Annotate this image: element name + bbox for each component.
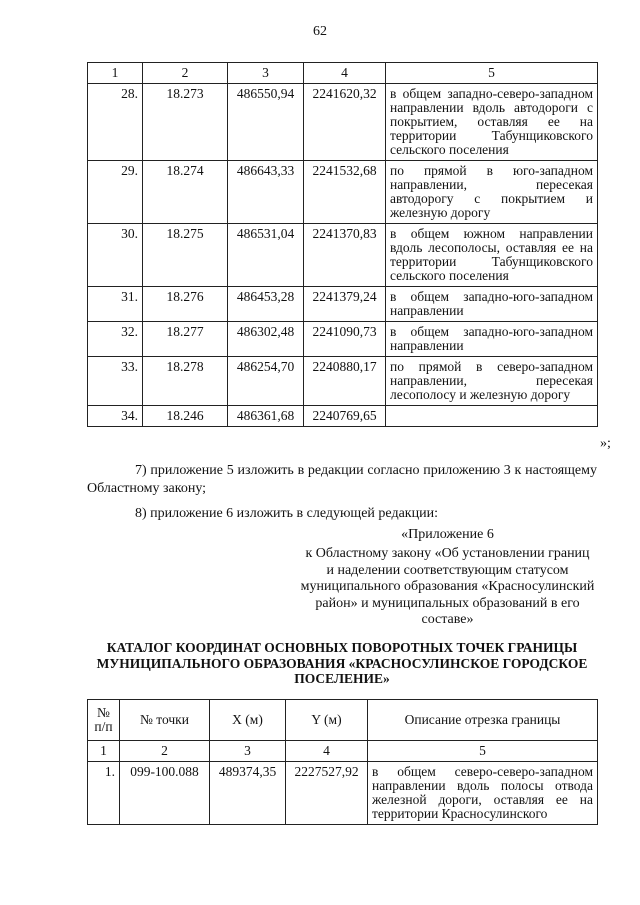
- point-id: 18.276: [143, 287, 228, 322]
- table-row: [88, 224, 598, 287]
- row-number: 29.: [88, 161, 143, 224]
- column-number: 1: [88, 741, 120, 762]
- segment-description: [386, 406, 598, 427]
- table-row: [88, 161, 598, 224]
- column-number: 3: [228, 63, 304, 84]
- x-coordinate: 486254,70: [228, 357, 304, 406]
- table-row: [88, 357, 598, 406]
- y-coordinate: 2240880,17: [304, 357, 386, 406]
- table-row: [88, 322, 598, 357]
- point-id: 18.275: [143, 224, 228, 287]
- segment-description: по прямой в северо-западном направлении, пересекая лесополосу и железную дорогу: [386, 357, 598, 406]
- column-number: 1: [88, 63, 143, 84]
- segment-description: в общем западно-юго-западном направлении: [386, 287, 598, 322]
- table-row: [88, 287, 598, 322]
- closing-quote: »;: [600, 436, 611, 451]
- coordinates-table-continued: [87, 62, 598, 427]
- catalog-title: КАТАЛОГ КООРДИНАТ ОСНОВНЫХ ПОВОРОТНЫХ ТОЧЕК ГРАНИЦЫ МУНИЦИПАЛЬНОГО ОБРАЗОВАНИЯ «КРАСНОСУЛИНСКОЕ ГОРОДСКОЕ ПОСЕЛЕНИЕ»: [96, 640, 588, 686]
- point-id: 18.274: [143, 161, 228, 224]
- point-id: 18.246: [143, 406, 228, 427]
- x-coordinate: 486361,68: [228, 406, 304, 427]
- table-column-numbers-row: [88, 63, 598, 84]
- segment-description: в общем западно-юго-западном направлении: [386, 322, 598, 357]
- x-coordinate: 486302,48: [228, 322, 304, 357]
- row-number: 30.: [88, 224, 143, 287]
- x-coordinate: 486531,04: [228, 224, 304, 287]
- y-coordinate: 2241090,73: [304, 322, 386, 357]
- table-row: [88, 406, 598, 427]
- y-coordinate: 2241620,32: [304, 84, 386, 161]
- point-id: 18.277: [143, 322, 228, 357]
- segment-description: по прямой в юго-западном направлении, пересекая автодорогу с покрытием и железную дорогу: [386, 161, 598, 224]
- column-header: Y (м): [286, 700, 368, 741]
- table-column-numbers-row: [88, 741, 598, 762]
- y-coordinate: 2241379,24: [304, 287, 386, 322]
- segment-description: в общем южном направлении вдоль лесополосы, оставляя ее на территории Табунщиковского сельского поселения: [386, 224, 598, 287]
- column-number: 3: [210, 741, 286, 762]
- column-number: 2: [143, 63, 228, 84]
- column-number: 4: [286, 741, 368, 762]
- table-header-row: [88, 700, 598, 741]
- coordinates-table: [87, 699, 598, 825]
- y-coordinate: 2227527,92: [286, 762, 368, 825]
- table-row: [88, 762, 598, 825]
- column-number: 5: [368, 741, 598, 762]
- page-number: 62: [313, 24, 327, 39]
- point-id: 18.273: [143, 84, 228, 161]
- point-id: 099-100.088: [120, 762, 210, 825]
- paragraph-item-8: 8) приложение 6 изложить в следующей редакции:: [135, 506, 438, 521]
- segment-description: в общем западно-северо-западном направлении вдоль автодороги с покрытием, оставляя ее на территории Табунщиковского сельского поселения: [386, 84, 598, 161]
- table-row: [88, 84, 598, 161]
- column-header: Описание отрезка границы: [368, 700, 598, 741]
- column-header: № п/п: [88, 700, 120, 741]
- appendix-title: «Приложение 6: [401, 527, 494, 542]
- column-number: 2: [120, 741, 210, 762]
- y-coordinate: 2241370,83: [304, 224, 386, 287]
- paragraph-item-7: 7) приложение 5 изложить в редакции согласно приложению 3 к настоящему Областному закону;: [87, 463, 597, 496]
- row-number: 31.: [88, 287, 143, 322]
- row-number: 32.: [88, 322, 143, 357]
- column-header: № точки: [120, 700, 210, 741]
- row-number: 28.: [88, 84, 143, 161]
- row-number: 33.: [88, 357, 143, 406]
- appendix-subtitle: к Областному закону «Об установлении границ и наделении соответствующим статусом муниципального образования «Красносулинский район» и муниципальных образований в его составе»: [300, 546, 595, 627]
- segment-description: в общем северо-северо-западном направлении вдоль полосы отвода железной дороги, оставляя ее на территории Красносулинского: [368, 762, 598, 825]
- row-number: 34.: [88, 406, 143, 427]
- x-coordinate: 486453,28: [228, 287, 304, 322]
- column-number: 5: [386, 63, 598, 84]
- row-number: 1.: [88, 762, 120, 825]
- column-number: 4: [304, 63, 386, 84]
- column-header: X (м): [210, 700, 286, 741]
- x-coordinate: 486643,33: [228, 161, 304, 224]
- x-coordinate: 486550,94: [228, 84, 304, 161]
- point-id: 18.278: [143, 357, 228, 406]
- x-coordinate: 489374,35: [210, 762, 286, 825]
- y-coordinate: 2240769,65: [304, 406, 386, 427]
- y-coordinate: 2241532,68: [304, 161, 386, 224]
